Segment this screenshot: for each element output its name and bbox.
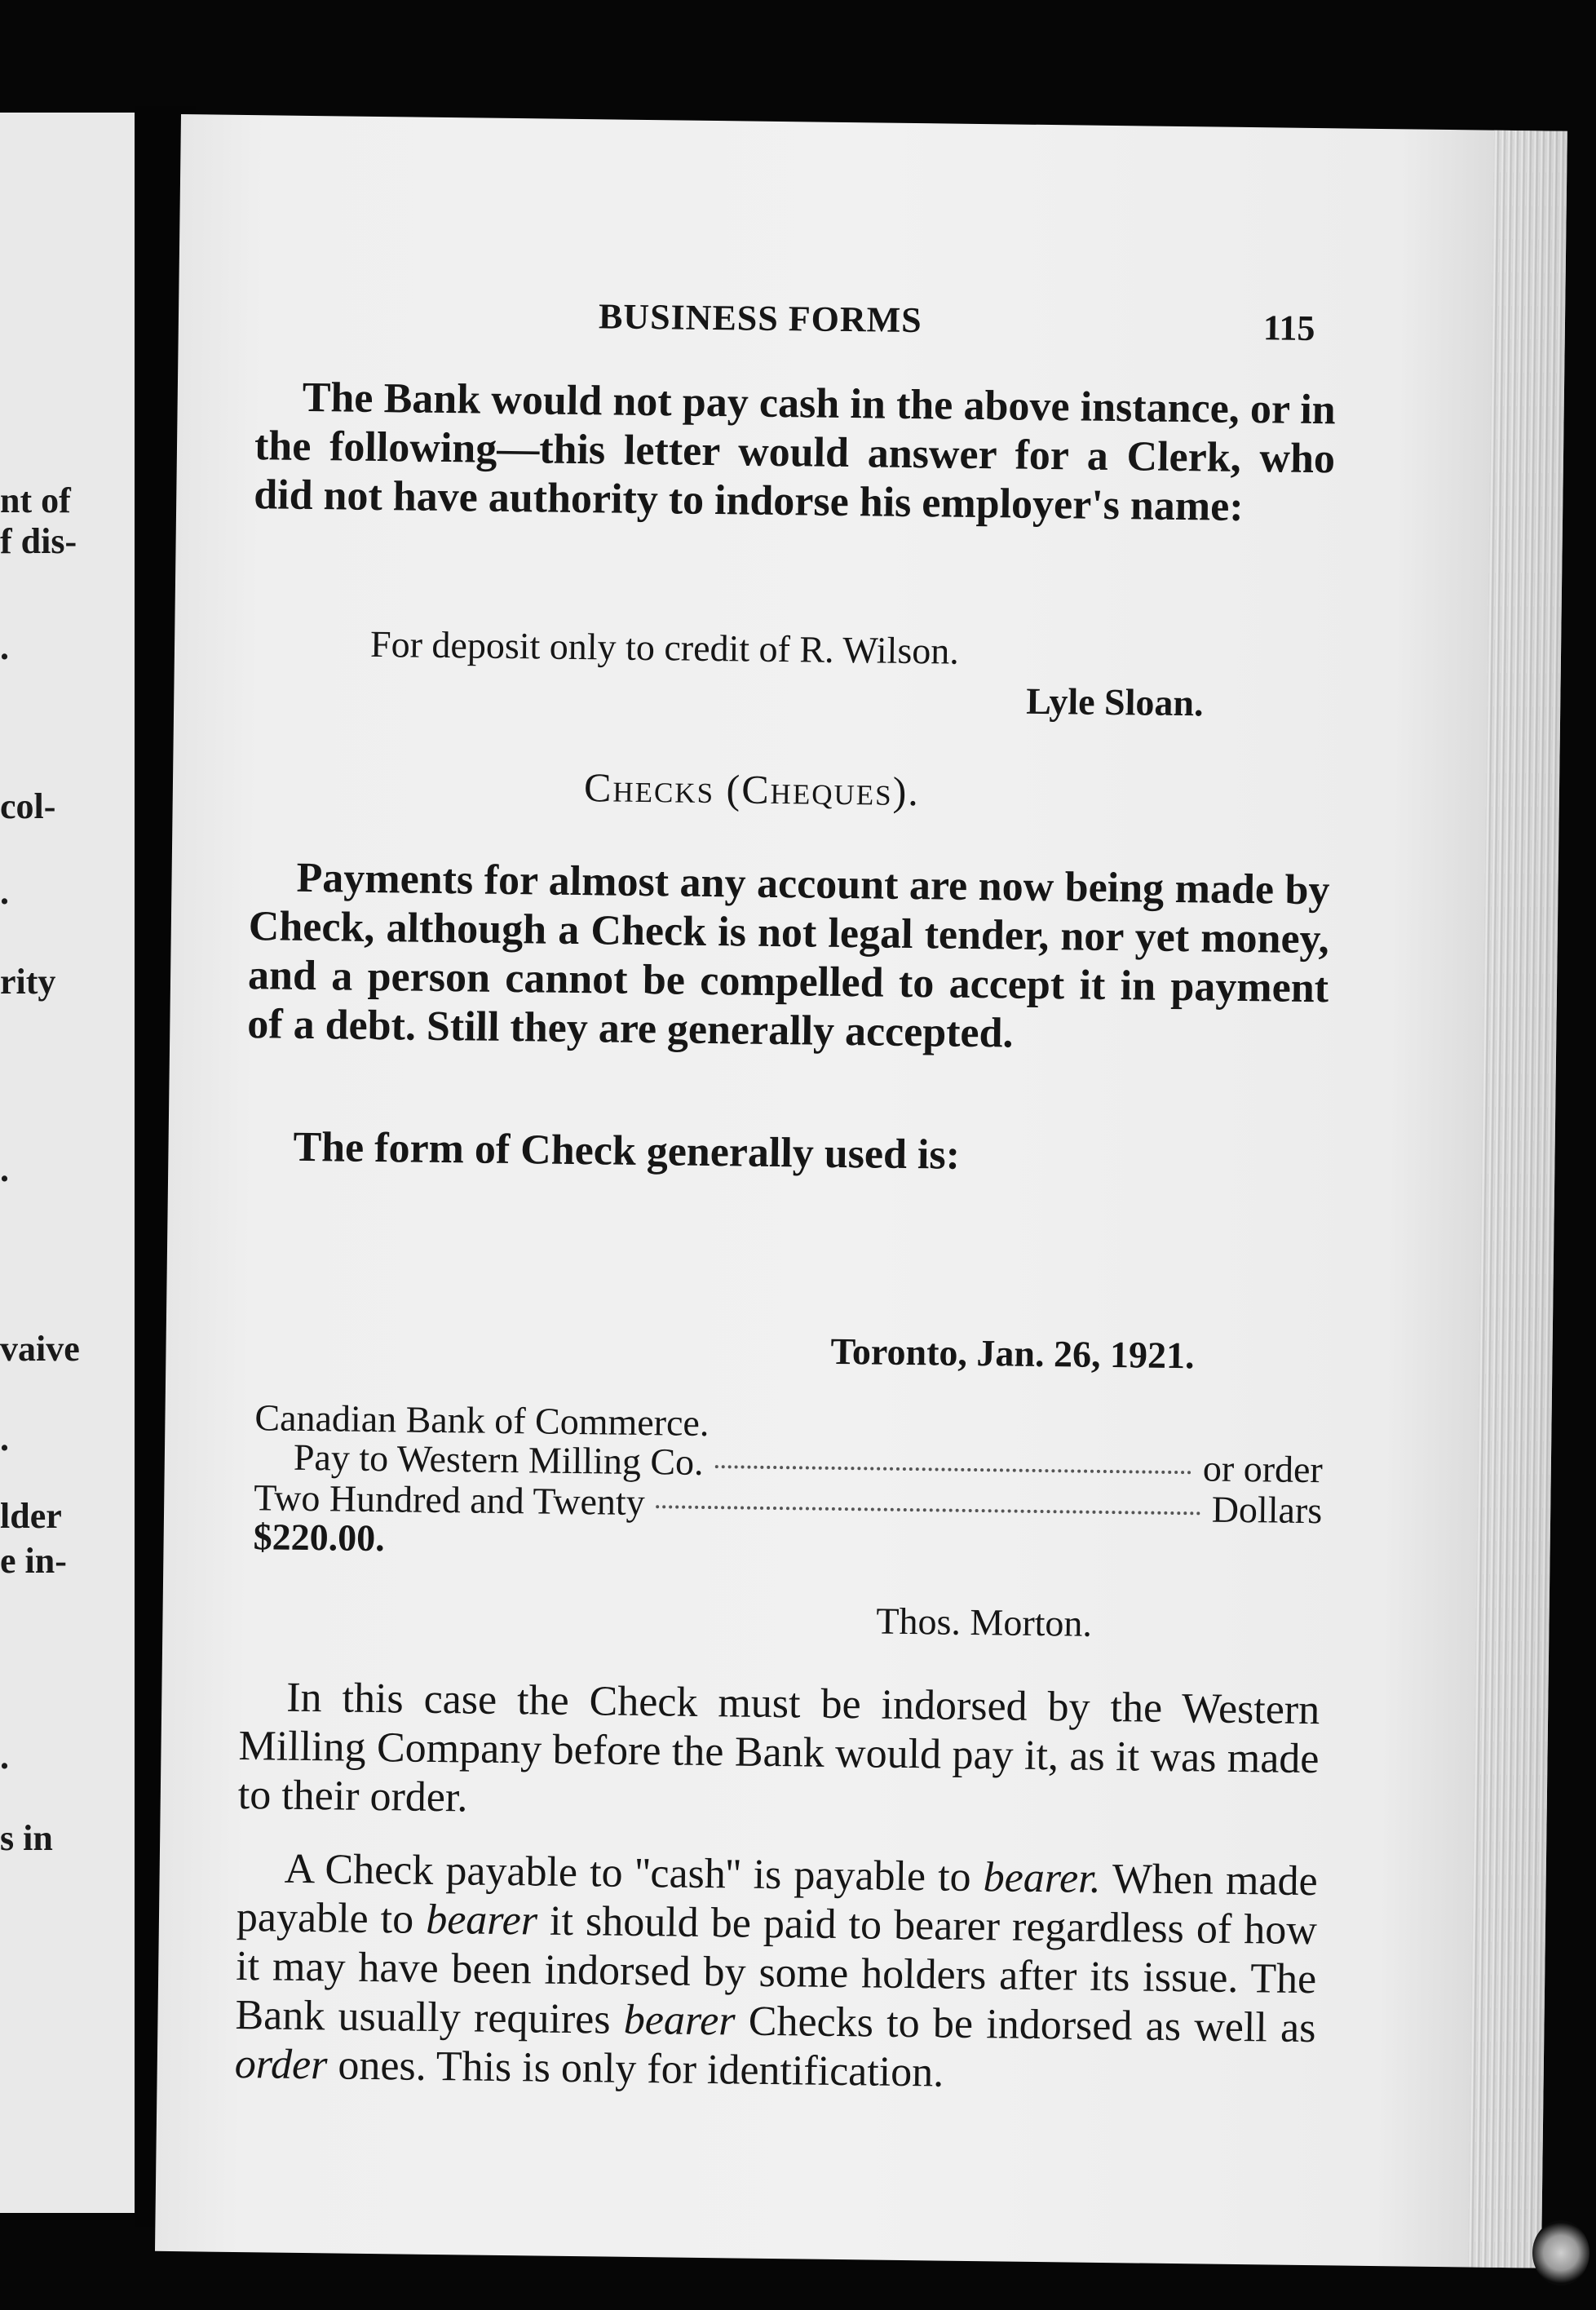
left-page-line: .	[0, 1149, 9, 1189]
check-place-date: Toronto, Jan. 26, 1921.	[830, 1330, 1195, 1377]
check-payee: Pay to Western Milling Co.	[293, 1436, 704, 1483]
indorsement-signature: Lyle Sloan.	[1025, 679, 1204, 724]
payments-paragraph: Payments for almost any account are now being made by Check, although a Check is not legal tender, nor yet money, and a person cannot be compelled to accept it in payment of a debt. Still they are generally accepted.	[247, 854, 1330, 1057]
section-heading: Checks (Cheques).	[583, 764, 921, 815]
page-edge	[1468, 131, 1567, 2268]
order-emphasis: order	[234, 2040, 328, 2089]
page-corner-shadow	[1532, 2220, 1589, 2286]
bearer-paragraph	[234, 1844, 1318, 2102]
page-number: 115	[1262, 308, 1315, 349]
intro-paragraph: The Bank would not pay cash in the above instance, or in the following—this letter would answer for a Clerk, who did not have authority to indorse his employer's name:	[253, 374, 1337, 530]
bearer-text: ones. This is only for identification.	[327, 2042, 944, 2096]
left-page-line: nt of	[0, 480, 71, 520]
book-page	[155, 114, 1567, 2268]
dotted-leader	[715, 1465, 1191, 1474]
running-head	[179, 290, 1565, 349]
left-page-line: .	[0, 872, 9, 912]
bearer-emphasis: bearer	[425, 1896, 538, 1945]
check-dollars-label: Dollars	[1211, 1488, 1323, 1532]
check-order-label: or order	[1202, 1447, 1324, 1491]
left-page-line: f dis-	[0, 521, 77, 561]
bearer-emphasis: bearer	[623, 1996, 736, 2045]
indorsed-paragraph: In this case the Check must be indorsed by the Western Milling Company before the Bank would pay it, as it was made to their order.	[237, 1674, 1320, 1821]
bearer-emphasis: bearer.	[983, 1854, 1102, 1902]
left-page-line: .	[0, 1737, 9, 1777]
left-page-line: rity	[0, 962, 56, 1002]
check-signature: Thos. Morton.	[876, 1600, 1093, 1644]
bearer-text: it should be paid to bearer regardless of how it may have been indorsed by some holders after its issue. The Bank usually requires	[235, 1897, 1318, 2043]
running-head-title: BUSINESS FORMS	[598, 296, 922, 341]
previous-page-fragment	[0, 113, 135, 2213]
check-amount-words: Two Hundred and Twenty	[253, 1476, 646, 1524]
bearer-text: Checks to be indorsed as well as	[735, 1998, 1316, 2052]
left-page-line: col-	[0, 786, 56, 826]
check-form	[253, 1322, 1324, 1644]
dotted-leader	[657, 1505, 1200, 1515]
check-amount-figures: $220.00.	[253, 1516, 386, 1560]
left-page-line: lder	[0, 1496, 62, 1536]
bearer-text: When made payable to	[236, 1855, 1318, 1943]
left-page-line: s in	[0, 1818, 53, 1858]
left-page-line: .	[0, 627, 9, 667]
indorsement-text: For deposit only to credit of R. Wilson.	[369, 622, 960, 672]
left-page-line: vaive	[0, 1329, 80, 1369]
left-page-line: e in-	[0, 1541, 67, 1581]
left-page-line: .	[0, 1418, 9, 1458]
form-intro: The form of Check generally used is:	[293, 1123, 961, 1179]
check-bank-name: Canadian Bank of Commerce.	[254, 1396, 710, 1445]
bearer-text: A Check payable to ''cash'' is payable to	[284, 1845, 984, 1901]
